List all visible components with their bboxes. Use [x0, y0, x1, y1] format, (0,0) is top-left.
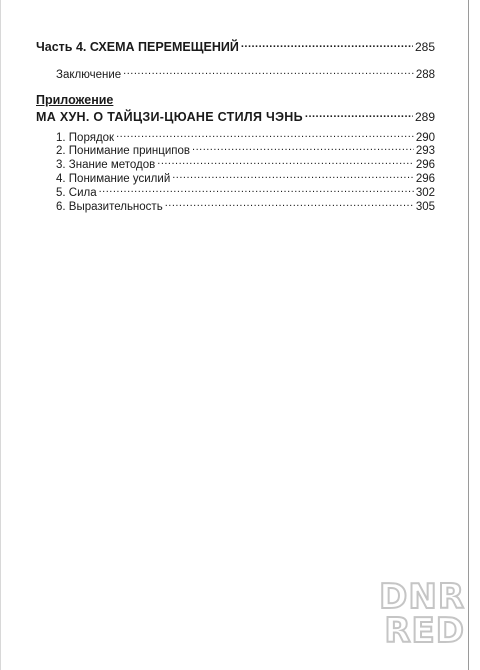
- toc-subentry: [56, 142, 435, 157]
- toc-leader-dots: [192, 142, 414, 154]
- toc-entry-title: Заключение: [56, 68, 122, 81]
- appendix-label: Приложение: [36, 93, 114, 107]
- toc-entry-title: Часть 4. СХЕМА ПЕРЕМЕЩЕНИЙ: [36, 39, 239, 54]
- toc-leader-dots: [172, 170, 414, 182]
- toc-entry-page: 289: [414, 109, 435, 124]
- toc-subentry: [56, 170, 435, 185]
- watermark-line: RED: [384, 611, 465, 651]
- toc-subentry-page: 293: [415, 144, 435, 157]
- toc-leader-dots: [241, 38, 413, 51]
- watermark-logo: [379, 577, 465, 651]
- toc-leader-dots: [305, 108, 413, 121]
- toc-leader-dots: [157, 156, 414, 168]
- toc-entry-appendix-title: [36, 108, 435, 124]
- toc-leader-dots: [116, 129, 414, 141]
- page-edge-right: [468, 0, 469, 670]
- toc-subentry: [56, 184, 435, 199]
- toc-entry-page: 288: [415, 68, 435, 81]
- toc-subentry-page: 302: [415, 186, 435, 199]
- toc-subentry-title: 4. Понимание усилий: [56, 172, 171, 185]
- toc-subentry-page: 290: [415, 131, 435, 144]
- toc-leader-dots: [165, 198, 414, 210]
- toc-subentry-title: 1. Порядок: [56, 131, 115, 144]
- page-edge-left: [0, 0, 1, 670]
- toc-entry-title: МА ХУН. О ТАЙЦЗИ-ЦЮАНЕ СТИЛЯ ЧЭНЬ: [36, 109, 303, 124]
- toc-subentry-page: 296: [415, 172, 435, 185]
- toc-leader-dots: [123, 66, 414, 78]
- toc-subentry-page: 305: [415, 200, 435, 213]
- toc-entry-conclusion: [56, 66, 435, 81]
- toc-subentry: [56, 198, 435, 213]
- toc-subentry-title: 5. Сила: [56, 186, 97, 199]
- toc-leader-dots: [99, 184, 414, 196]
- toc-entry-part4: [36, 38, 435, 54]
- toc-subentry-page: 296: [415, 158, 435, 171]
- toc-subentry-title: 2. Понимание принципов: [56, 144, 191, 157]
- toc-subentry-title: 3. Знание методов: [56, 158, 156, 171]
- watermark-line: DNR: [379, 577, 465, 617]
- toc-subentry-title: 6. Выразительность: [56, 200, 163, 213]
- toc-entry-page: 285: [414, 39, 435, 54]
- toc-subentry: [56, 156, 435, 171]
